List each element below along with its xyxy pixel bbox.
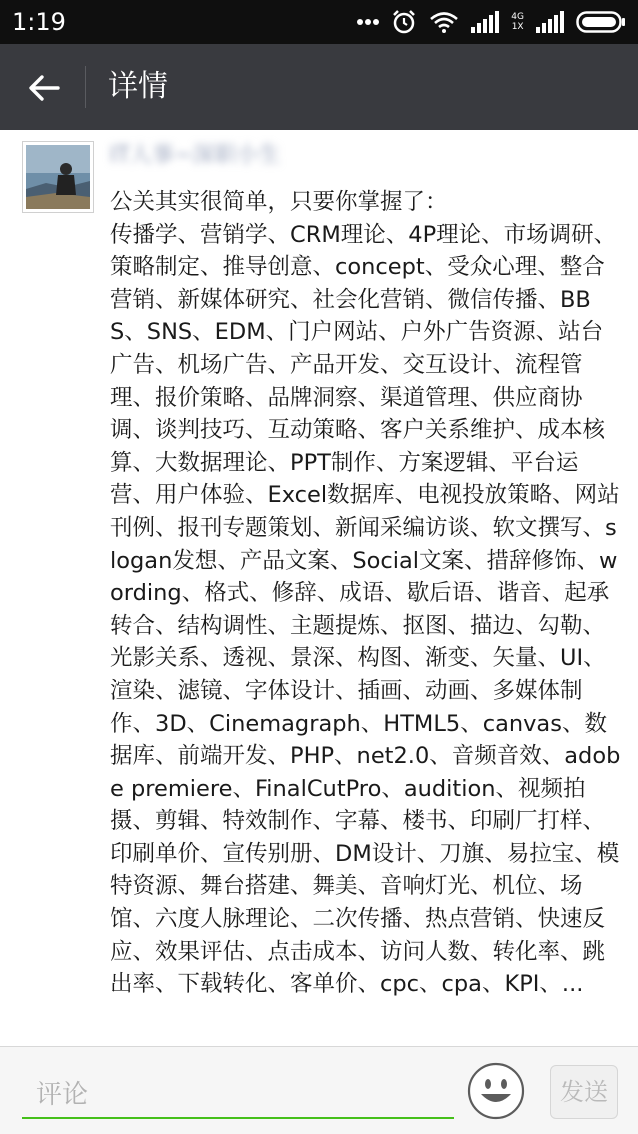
signal-icon <box>536 11 564 33</box>
author-name[interactable]: IT人事~深职小生 <box>110 143 281 168</box>
network-bottom: 1X <box>511 22 524 32</box>
avatar-image <box>26 145 90 209</box>
comment-input[interactable] <box>22 1073 454 1119</box>
post-detail <box>0 130 638 1046</box>
comment-bar <box>0 1046 638 1134</box>
arrow-left-icon <box>28 74 60 102</box>
send-button[interactable]: 发送 <box>550 1065 618 1119</box>
wifi-icon <box>429 11 459 33</box>
more-icon <box>357 18 379 26</box>
avatar[interactable] <box>22 141 94 213</box>
emoji-button[interactable] <box>467 1062 525 1120</box>
page-title: 详情 <box>108 69 168 104</box>
network-top: 4G <box>511 12 524 22</box>
alarm-icon <box>391 9 417 35</box>
title-divider <box>85 66 86 108</box>
post-text: 公关其实很简单，只要你掌握了： 传播学、营销学、CRM理论、4P理论、市场调研、策略制定、推导创意、concept、受众心理、整合营销、新媒体研究、社会化营销、微信传播、BBS、SNS、EDM、门户网站、户外广告资源、站台广告、机场广告、产品开发、交互设计、流程管理、报价策略、品牌洞察、渠道管理、供应商协调、谈判技巧、互动策略、客户关系维护、成本核算、大数据理论、PPT制作、方案逻辑、平台运营、用户体验、Excel数据库、电视投放策略、网站刊例、报刊专题策划、新闻采编访谈、软文撰写、slogan发想、产品文案、Social文案、措辞修饰、wording、格式、修辞、成语、歇后语、谐音、起承转合、结构调性、主题提炼、抠图、描边、勾勒、光影关系、透视、景深、构图、渐变、矢量、UI、渲染、滤镜、字体设计、插画、动画、多媒体制作、3D、Cinemagraph、HTML5、canvas、数据库、前端开发、PHP、net2.0、音频音效、adobe premiere、FinalCutPro、audition、视频拍摄、剪辑、特效制作、字幕、楼书、印刷厂打样、印刷单价、宣传别册、DM设计、刀旗、易拉宝、模特资源、舞台搭建、舞美、音响灯光、机位、场馆、六度人脉理论、二次传播、热点营销、快速反应、效果评估、点击成本、访问人数、转化率、跳出率、下载转化、客单价、cpc、cpa、KPI、... <box>110 189 621 998</box>
status-bar <box>0 0 638 44</box>
network-label <box>511 12 524 32</box>
status-time: 1:19 <box>12 8 66 36</box>
back-button[interactable] <box>22 68 66 108</box>
emoji-face-icon <box>467 1062 525 1120</box>
status-icons <box>357 0 626 44</box>
signal-icon <box>471 11 499 33</box>
title-bar <box>0 44 638 130</box>
battery-icon <box>576 11 626 33</box>
